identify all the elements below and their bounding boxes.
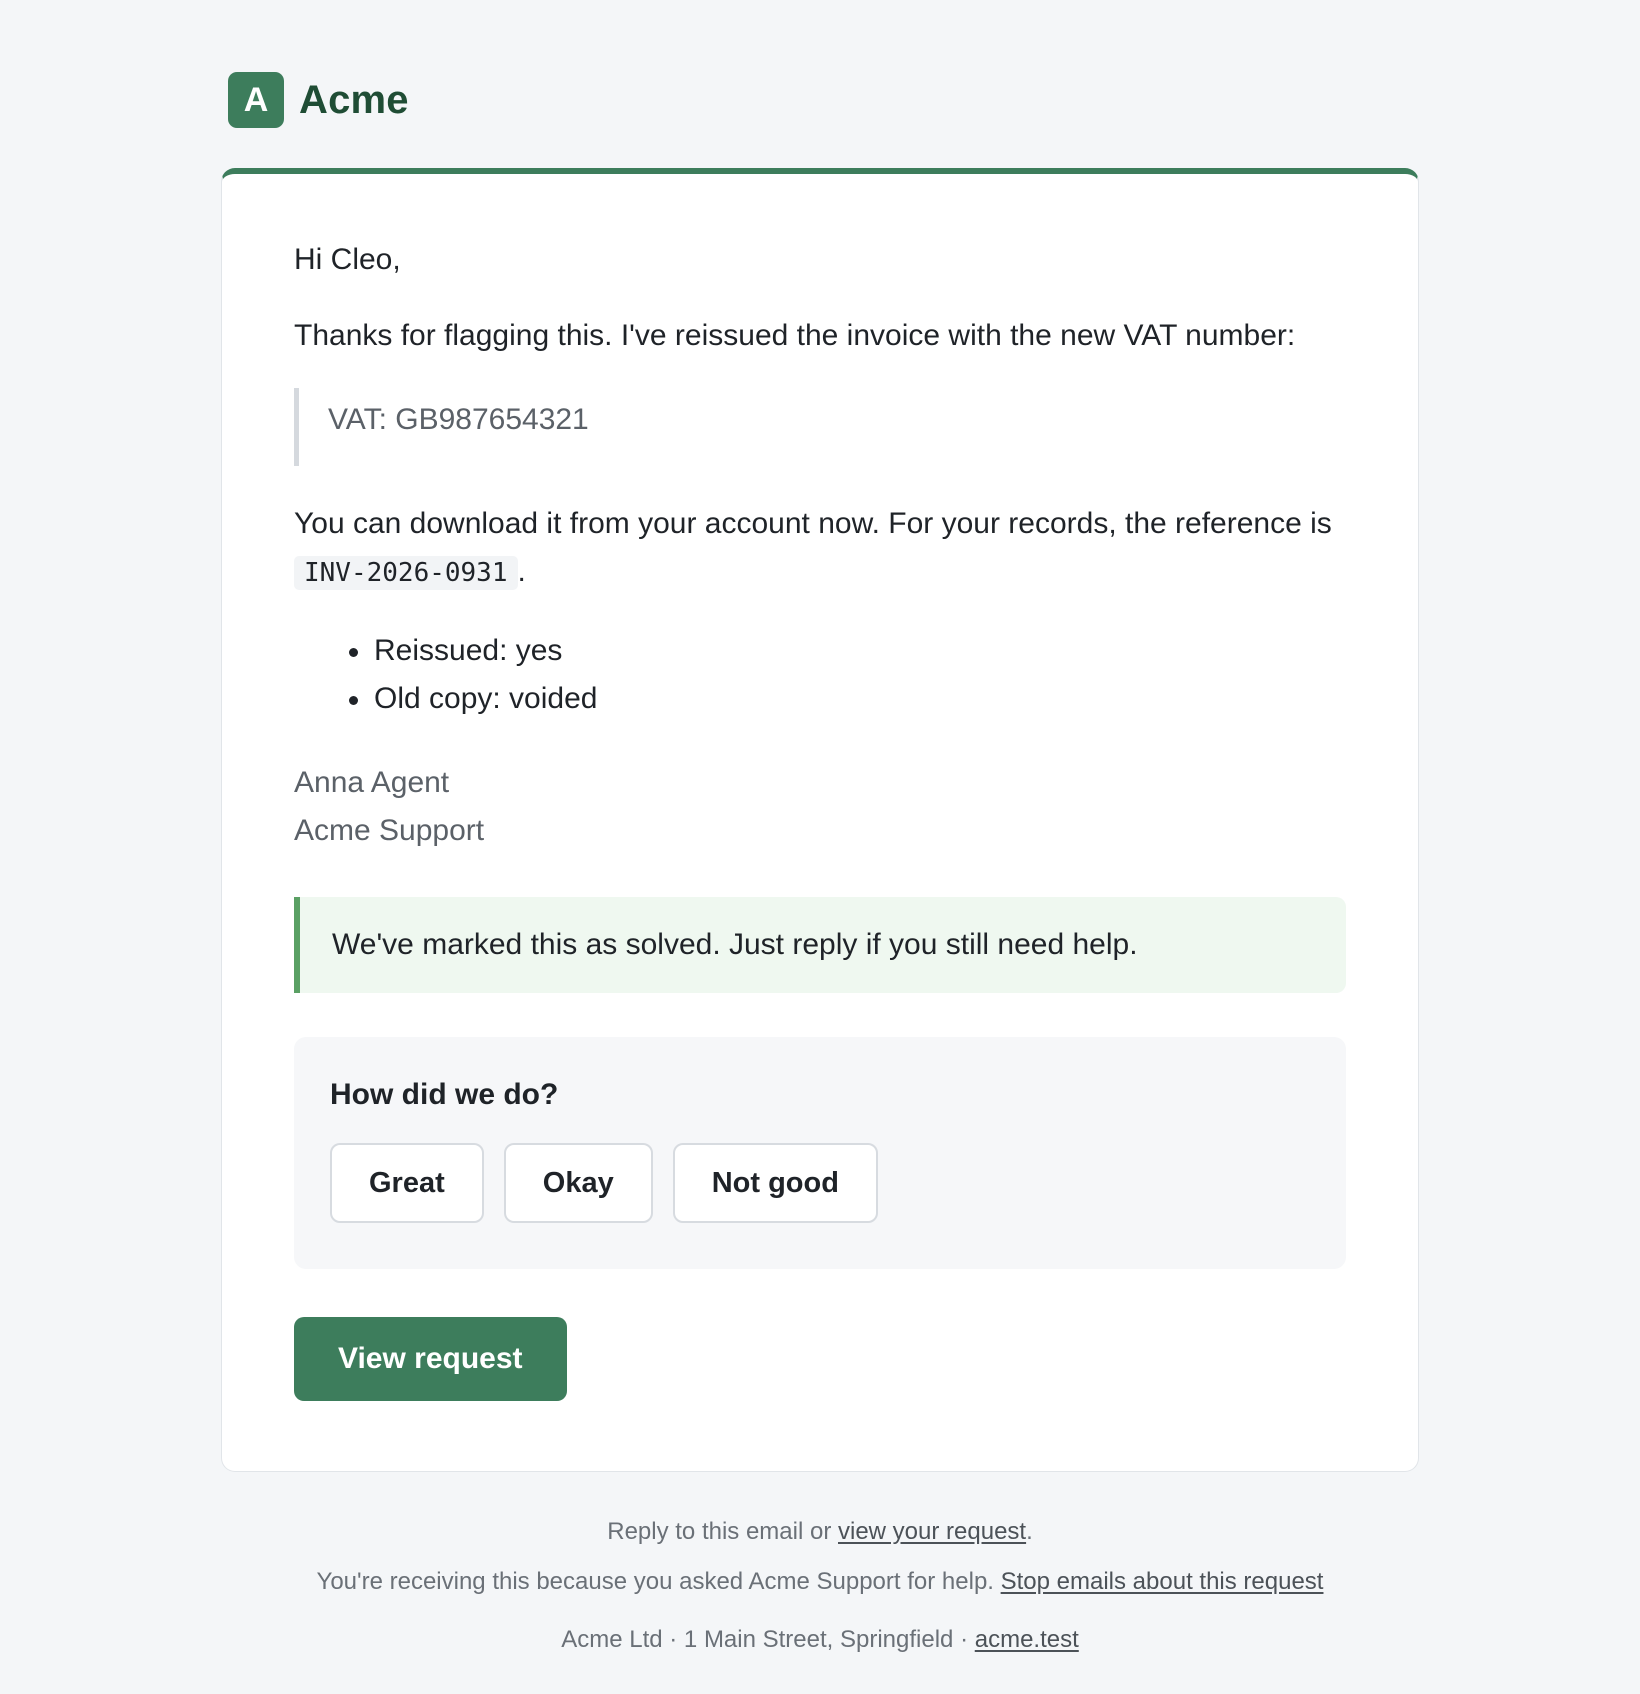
reference-suffix: . [517, 555, 526, 588]
feedback-title: How did we do? [330, 1078, 559, 1111]
view-request-button[interactable]: View request [294, 1317, 567, 1401]
vat-quote-text: VAT: GB987654321 [328, 403, 589, 436]
vat-quote [294, 388, 1346, 466]
footer-reply-text: Reply to this email or [607, 1518, 838, 1545]
rating-not-good-button[interactable]: Not good [673, 1143, 878, 1223]
download-paragraph [294, 500, 1346, 597]
solved-notice [294, 897, 1346, 993]
list-item: Old copy: voided [374, 675, 1346, 723]
footer-address-text: Acme Ltd · 1 Main Street, Springfield · [561, 1626, 975, 1653]
rating-great-button[interactable]: Great [330, 1143, 484, 1223]
acme-logo-icon: A [228, 72, 284, 128]
acme-site-link[interactable]: acme.test [974, 1626, 1079, 1653]
view-your-request-link[interactable]: view your request [838, 1518, 1027, 1545]
stop-emails-link[interactable]: Stop emails about this request [1000, 1568, 1324, 1595]
brand-name: Acme [299, 77, 409, 122]
intro-text: Thanks for flagging this. I've reissued the invoice with the new VAT number: [294, 319, 1296, 352]
reference-code: INV-2026-0931 [294, 556, 518, 590]
footer-reason-line [0, 1568, 1640, 1596]
footer-reply-line [0, 1518, 1640, 1546]
brand-header [228, 72, 409, 128]
signature-name: Anna Agent [294, 766, 450, 799]
greeting: Hi Cleo, [294, 243, 401, 276]
solved-notice-text: We've marked this as solved. Just reply if you still need help. [332, 928, 1138, 961]
footer-address-line [0, 1626, 1640, 1654]
footer-reply-suffix: . [1026, 1518, 1033, 1545]
message-card [221, 168, 1419, 1472]
signature-team: Acme Support [294, 814, 485, 847]
rating-options [330, 1143, 1310, 1223]
signature [294, 759, 1346, 855]
footer-reason-text: You're receiving this because you asked Acme Support for help. [316, 1568, 1001, 1595]
feedback-panel [294, 1037, 1346, 1269]
status-list [294, 627, 1346, 723]
download-text: You can download it from your account now. For your records, the reference is [294, 507, 1332, 540]
rating-okay-button[interactable]: Okay [504, 1143, 653, 1223]
list-item: Reissued: yes [374, 627, 1346, 675]
